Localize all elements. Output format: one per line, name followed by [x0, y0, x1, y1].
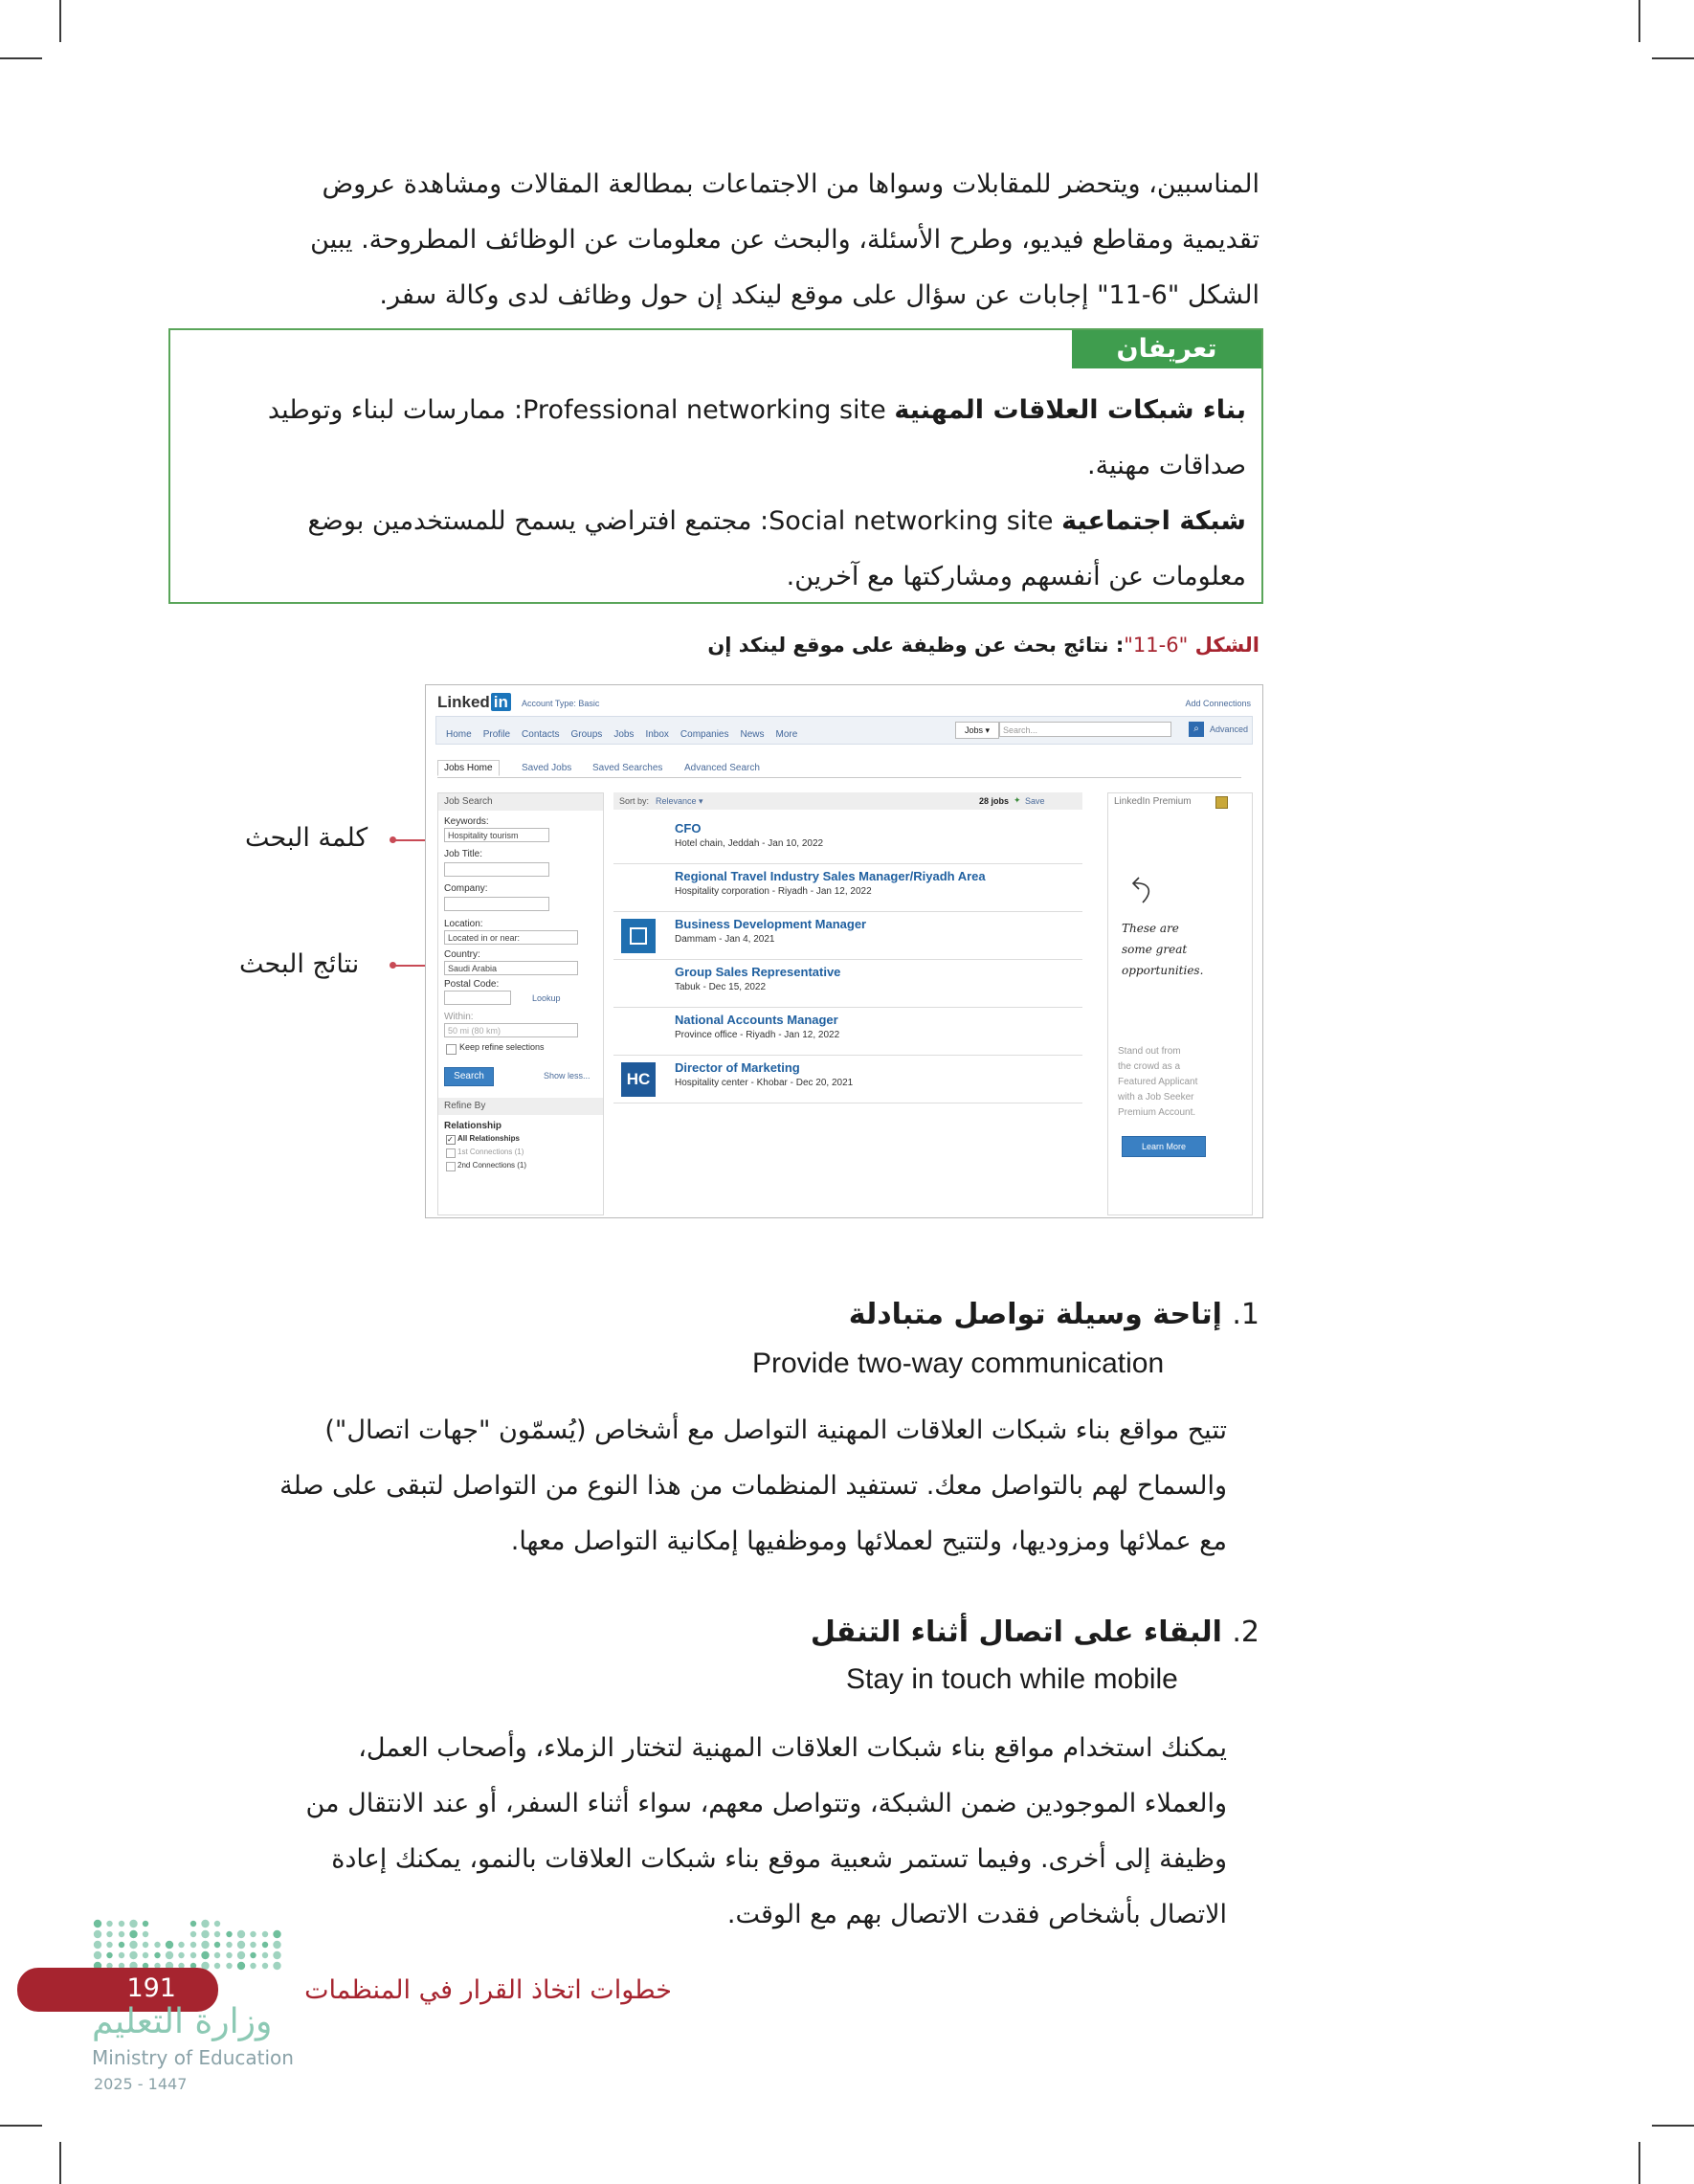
logo-dot — [143, 1942, 148, 1948]
country-select[interactable]: Saudi Arabia — [444, 961, 578, 975]
within-label: Within: — [444, 1012, 474, 1022]
job-search-header: Job Search — [438, 793, 603, 811]
definition-1-cont: صداقات مهنية. — [1087, 451, 1246, 480]
show-less-link[interactable]: Show less... — [544, 1071, 591, 1081]
job-title-link[interactable]: National Accounts Manager — [675, 1013, 838, 1027]
logo-dot — [226, 1963, 232, 1969]
logo-dot — [106, 1931, 112, 1937]
logo-dot — [94, 1951, 101, 1959]
crop-mark — [1638, 2142, 1640, 2184]
logo-dot — [214, 1931, 220, 1937]
section-1-body — [168, 1403, 1227, 1570]
logo-dot — [214, 1952, 220, 1958]
search-icon[interactable]: ⌕ — [1189, 722, 1204, 737]
logo-dot — [226, 1952, 232, 1958]
definition-1 — [184, 383, 1246, 438]
linkedin-logo: Linked in — [437, 693, 511, 712]
premium-line: Stand out from — [1118, 1046, 1181, 1057]
nav-link-more[interactable]: More — [775, 729, 798, 740]
body-line: الاتصال بأشخاص فقدت الاتصال بهم مع الوقت. — [726, 1900, 1227, 1929]
crop-mark — [1638, 0, 1640, 42]
country-label: Country: — [444, 949, 480, 960]
logo-dot — [226, 1931, 232, 1937]
nav-link-contacts[interactable]: Contacts — [522, 729, 560, 740]
crop-mark — [1652, 2125, 1694, 2127]
body-line: مع عملائها ومزوديها، ولتتيح لعملائها وموظفيها إمكانية التواصل معها. — [510, 1527, 1227, 1556]
intro-line: المناسبين، ويتحضر للمقابلات وسواها من الاجتماعات بمطالعة المقالات ومشاهدة عروض — [322, 169, 1259, 199]
intro-paragraph — [168, 157, 1259, 323]
job-subtitle: Dammam - Jan 4, 2021 — [675, 934, 775, 945]
linkedin-screenshot — [425, 684, 1263, 1218]
job-result-row[interactable] — [613, 1009, 1082, 1056]
rel-checkbox[interactable] — [446, 1148, 456, 1158]
definitions-tab: تعريفان — [1072, 330, 1261, 368]
ministry-name-ar: وزارة التعليم — [92, 2002, 273, 2041]
nav-link-news[interactable]: News — [740, 729, 765, 740]
logo-dot — [119, 1952, 124, 1958]
job-title-link[interactable]: Director of Marketing — [675, 1060, 800, 1075]
premium-text — [1118, 1044, 1197, 1121]
keywords-field[interactable]: Hospitality tourism — [444, 828, 549, 842]
section-2-heading — [811, 1616, 1259, 1649]
logo-dot — [129, 1930, 137, 1938]
jobs-tabs — [437, 760, 1241, 778]
premium-line: the crowd as a — [1118, 1061, 1181, 1072]
logo-dot — [262, 1963, 268, 1969]
jobs-count: 28 jobs — [979, 796, 1010, 806]
section-number: 2. — [1232, 1616, 1259, 1649]
definition-body: : مجتمع افتراضي يسمح للمستخدمين بوضع — [307, 506, 769, 536]
logo-dot — [154, 1952, 160, 1958]
job-title-link[interactable]: Group Sales Representative — [675, 965, 841, 979]
company-label: Company: — [444, 883, 488, 894]
search-input[interactable]: Search... — [999, 722, 1171, 737]
linkedin-nav — [435, 716, 1253, 745]
curved-arrow-icon — [1129, 874, 1158, 906]
job-subtitle: Province office - Riyadh - Jan 12, 2022 — [675, 1030, 840, 1040]
keywords-label: Keywords: — [444, 816, 489, 827]
rel-checkbox[interactable] — [446, 1162, 456, 1171]
logo-dot — [190, 1942, 196, 1948]
rel-option: All Relationships — [457, 1134, 520, 1143]
job-title-label: Job Title: — [444, 849, 483, 859]
section-title: البقاء على اتصال أثناء التنقل — [810, 1616, 1222, 1649]
chapter-title: خطوات اتخاذ القرار في المنظمات — [304, 1975, 672, 2005]
job-subtitle: Tabuk - Dec 15, 2022 — [675, 982, 767, 992]
logo-dot — [273, 1930, 280, 1938]
logo-dot — [106, 1942, 112, 1948]
note-line: opportunities. — [1122, 964, 1204, 977]
definitions-content — [184, 383, 1246, 605]
sort-by-label: Sort by: — [619, 796, 650, 806]
logo-dot — [106, 1952, 112, 1958]
tab-saved-jobs[interactable]: Saved Jobs — [522, 763, 572, 773]
keep-refine-checkbox[interactable] — [446, 1044, 457, 1055]
logo-dot — [201, 1920, 209, 1928]
logo-dot — [273, 1941, 280, 1949]
company-logo-square-icon — [621, 919, 656, 953]
logo-dot — [94, 1920, 101, 1928]
rel-option: 1st Connections (1) — [457, 1148, 524, 1156]
section-title: إتاحة وسيلة تواصل متبادلة — [848, 1298, 1222, 1331]
page-number: 191 — [126, 1973, 176, 2003]
logo-dot — [237, 1962, 245, 1970]
logo-dot — [262, 1942, 268, 1948]
keep-refine-label: Keep refine selections — [459, 1042, 545, 1052]
body-line: تتيح مواقع بناء شبكات العلاقات المهنية التواصل مع أشخاص (يُسمّون "جهات اتصال") — [324, 1415, 1227, 1445]
figure-caption-text: : نتائج بحث عن وظيفة على موقع لينكد إن — [707, 634, 1125, 657]
section-1-english: Provide two-way communication — [752, 1348, 1165, 1379]
job-title-field[interactable] — [444, 862, 549, 877]
company-field[interactable] — [444, 897, 549, 911]
figure-label: الشكل — [1194, 634, 1259, 657]
definition-term-en: Social networking site — [769, 506, 1054, 536]
logo-dot — [129, 1941, 137, 1949]
figure-caption — [707, 634, 1259, 657]
nav-links — [446, 724, 809, 742]
premium-line: Premium Account. — [1118, 1107, 1196, 1118]
ministry-name-en: Ministry of Education — [92, 2046, 294, 2069]
chapter-pill — [222, 1970, 672, 2010]
rel-option: 2nd Connections (1) — [457, 1161, 527, 1170]
company-logo-hc: HC — [621, 1062, 656, 1097]
logo-dot — [143, 1952, 148, 1958]
premium-panel — [1107, 792, 1253, 1215]
logo-dot — [106, 1921, 112, 1927]
handwritten-note — [1122, 918, 1203, 981]
postal-field[interactable] — [444, 991, 511, 1005]
body-line: والعملاء الموجودين ضمن الشبكة، وتتواصل معهم، سواء أثناء السفر، أو عند الانتقال من — [305, 1789, 1227, 1818]
crop-mark — [0, 2125, 42, 2127]
logo-dot — [190, 1921, 196, 1927]
logo-dot — [166, 1941, 173, 1949]
tab-jobs-home[interactable]: Jobs Home — [437, 760, 500, 776]
logo-dot — [190, 1952, 196, 1958]
crop-mark — [59, 2142, 61, 2184]
section-1-heading — [849, 1298, 1259, 1331]
job-title-link[interactable]: Regional Travel Industry Sales Manager/Riyadh Area — [675, 869, 986, 883]
figure-number: "6-11" — [1124, 634, 1189, 657]
logo-dot — [262, 1952, 268, 1958]
definitions-box — [168, 328, 1263, 604]
logo-dot — [201, 1930, 209, 1938]
results-panel — [613, 792, 1082, 1214]
job-result-row[interactable] — [613, 961, 1082, 1008]
job-subtitle: Hospitality corporation - Riyadh - Jan 12, 2022 — [675, 886, 872, 897]
nav-link-inbox[interactable]: Inbox — [645, 729, 669, 740]
section-2-english: Stay in touch while mobile — [846, 1663, 1178, 1695]
logo-dot — [214, 1921, 220, 1927]
logo-dot — [94, 1930, 101, 1938]
logo-dot — [250, 1952, 256, 1958]
premium-line: Featured Applicant — [1118, 1077, 1198, 1087]
nav-link-jobs[interactable]: Jobs — [613, 729, 635, 740]
logo-dot — [190, 1931, 196, 1937]
job-result-row[interactable] — [613, 913, 1082, 960]
logo-dot — [237, 1941, 245, 1949]
logo-dot — [178, 1942, 184, 1948]
logo-dot — [166, 1951, 173, 1959]
advanced-link[interactable]: Advanced — [1210, 724, 1249, 734]
save-icon[interactable]: ✦ — [1014, 795, 1021, 805]
logo-dot — [119, 1921, 124, 1927]
callout-results: نتائج البحث — [239, 949, 360, 979]
location-select[interactable]: Located in or near: — [444, 930, 578, 945]
nav-link-groups[interactable]: Groups — [570, 729, 603, 740]
refine-by-header: Refine By — [438, 1098, 603, 1115]
logo-dot — [262, 1931, 268, 1937]
within-select[interactable]: 50 mi (80 km) — [444, 1023, 578, 1037]
body-line: يمكنك استخدام مواقع بناء شبكات العلاقات المهنية لتختار الزملاء، وأصحاب العمل، — [358, 1733, 1227, 1763]
job-result-row[interactable] — [613, 817, 1082, 864]
logo-dot — [201, 1951, 209, 1959]
crop-mark — [0, 57, 42, 59]
logo-square-mark — [630, 927, 647, 945]
premium-badge-icon — [1215, 796, 1228, 809]
body-line: والسماح لهم بالتواصل معك. تستفيد المنظمات من هذا النوع من التواصل لتبقى على صلة — [279, 1471, 1227, 1501]
definition-2 — [184, 494, 1246, 549]
logo-dot — [250, 1931, 256, 1937]
tab-advanced-search[interactable]: Advanced Search — [684, 763, 760, 773]
job-search-panel — [437, 792, 604, 1215]
job-subtitle: Hotel chain, Jeddah - Jan 10, 2022 — [675, 838, 824, 849]
job-subtitle: Hospitality center - Khobar - Dec 20, 2021 — [675, 1078, 854, 1088]
rel-checkbox[interactable]: ✓ — [446, 1135, 456, 1145]
definition-term-en: Professional networking site — [523, 395, 886, 425]
logo-dot — [214, 1963, 220, 1969]
logo-dot — [237, 1951, 245, 1959]
body-line: وظيفة إلى أخرى. وفيما تستمر شعبية موقع بناء شبكات العلاقات بالنمو، يمكنك إعادة — [331, 1844, 1227, 1874]
sort-select[interactable]: Relevance ▾ — [656, 796, 703, 806]
premium-header: LinkedIn Premium — [1114, 796, 1192, 807]
logo-dot — [250, 1963, 256, 1969]
postal-label: Postal Code: — [444, 979, 500, 990]
section-2-body — [168, 1721, 1227, 1943]
intro-line: الشكل "6-11" إجابات عن سؤال على موقع لينكد إن حول وظائف لدى وكالة سفر. — [379, 280, 1259, 310]
logo-dot — [119, 1942, 124, 1948]
note-line: These are — [1122, 922, 1179, 935]
logo-dot — [143, 1931, 148, 1937]
lookup-link[interactable]: Lookup — [532, 993, 561, 1003]
search-button[interactable]: Search — [444, 1067, 494, 1086]
ministry-year: 2025 - 1447 — [94, 2075, 188, 2093]
logo-dot — [119, 1931, 124, 1937]
add-connections-link[interactable]: Add Connections — [1185, 699, 1251, 708]
premium-line: with a Job Seeker — [1118, 1092, 1194, 1103]
crop-mark — [1652, 57, 1694, 59]
note-line: some great — [1122, 943, 1188, 956]
search-scope-select[interactable]: Jobs ▾ — [955, 722, 999, 739]
job-result-row[interactable] — [613, 1057, 1082, 1103]
job-result-row[interactable] — [613, 865, 1082, 912]
learn-more-button[interactable]: Learn More — [1122, 1136, 1206, 1157]
nav-link-home[interactable]: Home — [446, 729, 472, 740]
callout-keyword: كلمة البحث — [245, 823, 368, 853]
intro-line: تقديمية ومقاطع فيديو، وطرح الأسئلة، والبحث عن معلومات عن الوظائف المطروحة. يبين — [310, 225, 1259, 255]
account-type[interactable]: Account Type: Basic — [522, 699, 600, 708]
logo-dot — [226, 1942, 232, 1948]
logo-dot — [273, 1951, 280, 1959]
logo-dot — [178, 1952, 184, 1958]
logo-dot — [201, 1941, 209, 1949]
job-title-link[interactable]: CFO — [675, 821, 702, 836]
definition-term: بناء شبكات العلاقات المهنية — [894, 395, 1246, 425]
logo-dot — [94, 1941, 101, 1949]
nav-link-profile[interactable]: Profile — [482, 729, 511, 740]
logo-dot — [143, 1921, 148, 1927]
section-number: 1. — [1232, 1298, 1259, 1331]
logo-dot — [250, 1942, 256, 1948]
logo-dot — [273, 1962, 280, 1970]
relationship-label: Relationship — [444, 1121, 502, 1131]
definition-term: شبكة اجتماعية — [1061, 506, 1246, 536]
logo-dot — [129, 1920, 137, 1928]
nav-link-companies[interactable]: Companies — [680, 729, 729, 740]
logo-dot — [154, 1942, 160, 1948]
crop-mark — [59, 0, 61, 42]
tab-saved-searches[interactable]: Saved Searches — [592, 763, 663, 773]
location-label: Location: — [444, 919, 483, 929]
job-title-link[interactable]: Business Development Manager — [675, 917, 867, 931]
logo-dot — [214, 1942, 220, 1948]
sort-bar — [613, 792, 1082, 810]
logo-dot — [237, 1930, 245, 1938]
save-link[interactable]: Save — [1025, 796, 1045, 806]
definition-2-cont: معلومات عن أنفسهم ومشاركتها مع آخرين. — [786, 562, 1246, 591]
definition-body: : ممارسات لبناء وتوطيد — [267, 395, 524, 425]
logo-dot — [129, 1951, 137, 1959]
